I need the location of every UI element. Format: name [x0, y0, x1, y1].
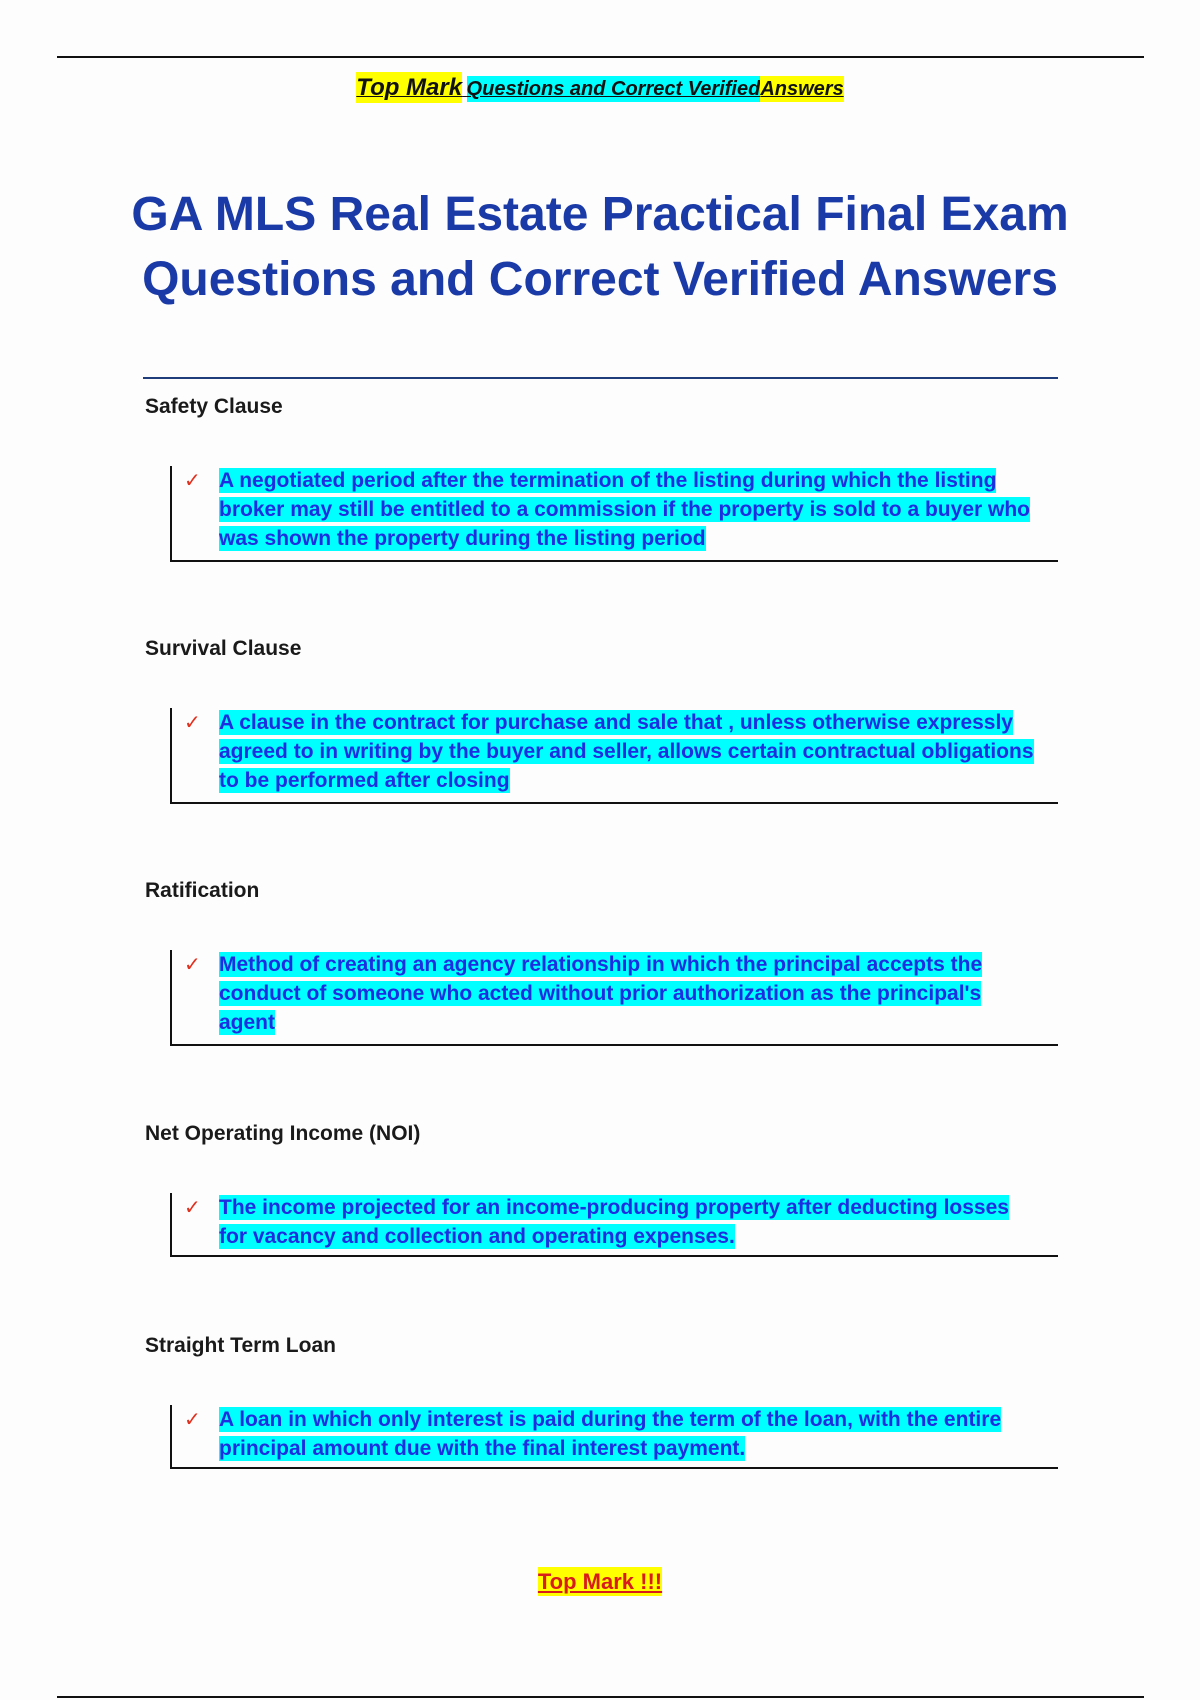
qa-item: [145, 636, 1058, 792]
page-header: [0, 74, 1200, 102]
answer-box: [170, 1193, 1058, 1257]
title-underline: [143, 377, 1058, 379]
checkmark-icon: ✓: [184, 954, 201, 976]
checkmark-icon: ✓: [184, 1197, 201, 1219]
question-term: Ratification: [145, 879, 260, 902]
qa-item: [145, 394, 1058, 550]
header-top-mark: Top Mark: [356, 74, 463, 101]
answer-text: The income projected for an income-producing property after deducting losses for vacancy and collection and operating expenses.: [219, 1196, 1009, 1248]
checkmark-icon: ✓: [184, 470, 201, 492]
answer-text: A clause in the contract for purchase and sale that , unless otherwise expressly agreed to in writing by the buyer and seller, allows certain contractual obligations to be performed after closing: [219, 711, 1034, 792]
qa-item: [145, 1121, 1058, 1248]
footer-top-mark: Top Mark !!!: [537, 1569, 663, 1594]
qa-item: [145, 1333, 1058, 1460]
header-answers-text: Answers: [760, 78, 844, 100]
question-term: Safety Clause: [145, 395, 283, 418]
checkmark-icon: ✓: [184, 712, 201, 734]
top-rule: [57, 56, 1144, 58]
answer-box: [170, 1405, 1058, 1469]
answer-box: [170, 466, 1058, 562]
document-title: GA MLS Real Estate Practical Final Exam Questions and Correct Verified Answers: [131, 188, 1069, 306]
answer-box: [170, 708, 1058, 804]
header-middle-text: Questions and Correct Verified: [466, 78, 761, 100]
checkmark-icon: ✓: [184, 1409, 201, 1431]
qa-item: [145, 878, 1058, 1034]
bottom-rule: [57, 1696, 1144, 1698]
answer-text: A loan in which only interest is paid during the term of the loan, with the entire principal amount due with the final interest payment.: [219, 1408, 1002, 1460]
question-term: Net Operating Income (NOI): [145, 1122, 421, 1145]
answer-box: [170, 950, 1058, 1046]
question-term: Survival Clause: [145, 637, 302, 660]
answer-text: A negotiated period after the termination of the listing during which the listing broker may still be entitled to a commission if the property is sold to a buyer who was shown the property during the listing period: [219, 469, 1030, 550]
answer-text: Method of creating an agency relationship in which the principal accepts the conduct of someone who acted without prior authorization as the principal's agent: [219, 953, 983, 1034]
question-term: Straight Term Loan: [145, 1334, 336, 1357]
